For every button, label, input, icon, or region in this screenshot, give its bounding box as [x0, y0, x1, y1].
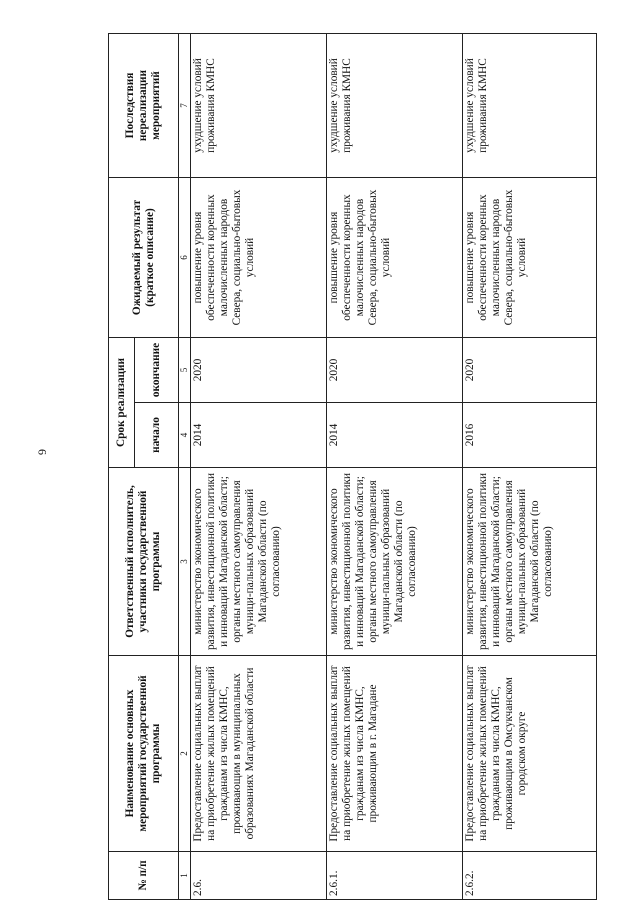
measure-name: Предоставление социальных выплат на приобретение жилых помещений гражданам из числа КМНС, проживающим в муниципальных образованиях Магаданской области: [191, 656, 327, 852]
consequences: ухудшение условий проживания КМНС: [191, 34, 327, 178]
expected-result: повышение уровня обеспеченности коренных малочисленных народов Севера, социально-бытовых условий: [463, 178, 597, 338]
expected-result: повышение уровня обеспеченности коренных малочисленных народов Севера, социально-бытовых условий: [327, 178, 463, 338]
start-year: 2014: [191, 403, 327, 468]
program-measures-table: [108, 33, 597, 900]
measure-name: Предоставление социальных выплат на приобретение жилых помещений гражданам из числа КМНС, проживающим в г. Магадане: [327, 656, 463, 852]
column-number: 2: [179, 656, 191, 852]
row-number: 2.6.1.: [327, 852, 463, 900]
table-row: [191, 34, 327, 900]
rotated-table-container: [108, 34, 596, 900]
column-number: 4: [179, 403, 191, 468]
measure-name: Предоставление социальных выплат на приобретение жилых помещений гражданам из числа КМНС, проживающим в Омсукчанском городском округе: [463, 656, 597, 852]
row-number: 2.6.2.: [463, 852, 597, 900]
header-result: Ожидаемый результат (краткое описание): [109, 178, 179, 338]
start-year: 2014: [327, 403, 463, 468]
consequences: ухудшение условий проживания КМНС: [327, 34, 463, 178]
end-year: 2020: [463, 338, 597, 403]
column-number: 7: [179, 34, 191, 178]
expected-result: повышение уровня обеспеченности коренных малочисленных народов Севера, социально-бытовых условий: [191, 178, 327, 338]
header-end: окончание: [135, 338, 179, 403]
table-row: [327, 34, 463, 900]
header-start: начало: [135, 403, 179, 468]
header-executor: Ответственный исполнитель, участники государственной программы: [109, 468, 179, 656]
executor: министерство экономического развития, инвестиционной политики и инноваций Магаданской области; органы местного самоуправления муници-пальных образований Магаданской области (по согласованию): [327, 468, 463, 656]
page-number: 6: [35, 449, 50, 455]
column-number: 5: [179, 338, 191, 403]
consequences: ухудшение условий проживания КМНС: [463, 34, 597, 178]
column-number: 6: [179, 178, 191, 338]
start-year: 2016: [463, 403, 597, 468]
executor: министерство экономического развития, инвестиционной политики и инноваций Магаданской области; органы местного самоуправления муници-пальных образований Магаданской области (по согласованию): [463, 468, 597, 656]
executor: министерство экономического развития, инвестиционной политики и инноваций Магаданской области; органы местного самоуправления муници-пальных образований Магаданской области (по согласованию): [191, 468, 327, 656]
column-number: 3: [179, 468, 191, 656]
header-number: № п/п: [109, 852, 179, 900]
header-consequences: Последствия нереализации мероприятий: [109, 34, 179, 178]
table-row: [463, 34, 597, 900]
row-number: 2.6.: [191, 852, 327, 900]
header-term: Срок реализации: [109, 338, 135, 468]
end-year: 2020: [327, 338, 463, 403]
column-number: 1: [179, 852, 191, 900]
end-year: 2020: [191, 338, 327, 403]
header-name: Наименование основных мероприятий государственной программы: [109, 656, 179, 852]
